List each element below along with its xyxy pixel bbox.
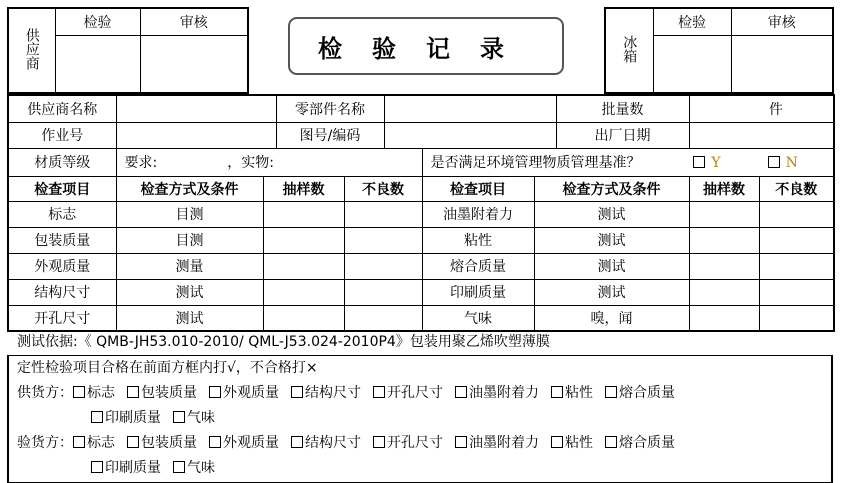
inspector-check-item[interactable] <box>455 435 539 451</box>
page-title: 检验记录 <box>288 17 564 75</box>
test-basis: 测试依据:《 QMB-JH53.010-2010/ QML-J53.024-2010P4》包装用聚乙烯吹塑薄膜 <box>17 334 550 350</box>
count-cell[interactable] <box>689 227 759 253</box>
count-cell[interactable] <box>759 201 834 227</box>
fridge-signoff-box <box>604 7 834 94</box>
supplier-check-item[interactable] <box>373 385 443 401</box>
table-cell: 印刷质量 <box>422 279 534 305</box>
count-cell[interactable] <box>344 253 422 279</box>
ship-date-field[interactable] <box>689 122 834 148</box>
part-name-label: 零部件名称 <box>276 95 384 122</box>
count-cell[interactable] <box>344 279 422 305</box>
check-item-label: 气味 <box>187 410 215 426</box>
check-item-label: 结构尺寸 <box>305 385 361 401</box>
checkbox[interactable] <box>73 386 85 398</box>
col-header: 不良数 <box>759 176 834 201</box>
checkbox[interactable] <box>605 436 617 448</box>
inspection-table <box>7 94 835 332</box>
checkbox[interactable] <box>373 386 385 398</box>
supplier-check-item[interactable] <box>605 385 675 401</box>
no-label: N <box>785 155 798 171</box>
batch-qty-label: 批量数 <box>556 95 689 122</box>
col-header: 检查项目 <box>8 176 116 201</box>
fridge-label: 冰箱 <box>605 8 653 93</box>
supplier-signoff-box <box>7 7 249 94</box>
env-compliance-cell <box>422 148 834 176</box>
checkbox[interactable] <box>91 461 103 473</box>
job-no-label: 作业号 <box>8 122 116 148</box>
supplier-check-line <box>9 381 831 406</box>
yes-label: Y <box>711 155 721 171</box>
table-cell: 测试 <box>534 227 689 253</box>
count-cell[interactable] <box>263 305 344 331</box>
part-name-field[interactable] <box>384 95 556 122</box>
supplier-name-field[interactable] <box>116 95 276 122</box>
checkbox[interactable] <box>209 386 221 398</box>
col-header: 抽样数 <box>263 176 344 201</box>
table-cell: 目测 <box>116 201 263 227</box>
fridge-review-label: 审核 <box>731 8 833 35</box>
count-cell[interactable] <box>759 253 834 279</box>
supplier-inspect-field[interactable] <box>55 35 140 93</box>
inspector-check-item[interactable] <box>605 435 675 451</box>
env-question: 是否满足环境管理物质管理基准？ <box>430 155 641 171</box>
table-cell: 包装质量 <box>8 227 116 253</box>
count-cell[interactable] <box>263 279 344 305</box>
fridge-review-field[interactable] <box>731 35 833 93</box>
supplier-review-label: 审核 <box>140 8 248 35</box>
inspector-check-item[interactable] <box>291 435 361 451</box>
checkbox[interactable] <box>291 436 303 448</box>
inspector-check-line <box>9 431 831 456</box>
col-header: 检查方式及条件 <box>534 176 689 201</box>
supplier-check-item[interactable] <box>551 385 593 401</box>
checkbox[interactable] <box>291 386 303 398</box>
checkbox[interactable] <box>73 436 85 448</box>
inspector-check-line-2 <box>9 456 831 481</box>
col-header: 抽样数 <box>689 176 759 201</box>
col-header: 检查项目 <box>422 176 534 201</box>
batch-qty-field[interactable] <box>689 95 834 122</box>
table-row <box>8 305 834 331</box>
table-cell: 测试 <box>534 201 689 227</box>
ship-date-label: 出厂日期 <box>556 122 689 148</box>
supplier-check-item[interactable] <box>91 410 161 426</box>
table-row <box>8 279 834 305</box>
checkbox[interactable] <box>173 411 185 423</box>
table-cell: 标志 <box>8 201 116 227</box>
check-item-label: 油墨附着力 <box>469 435 539 451</box>
table-row <box>8 201 834 227</box>
actual-label: ，实物: <box>227 155 274 171</box>
drawing-no-label: 图号/编码 <box>276 122 384 148</box>
check-item-label: 印刷质量 <box>105 460 161 476</box>
table-row <box>8 253 834 279</box>
check-item-label: 外观质量 <box>223 435 279 451</box>
inspector-check-item[interactable] <box>209 435 279 451</box>
supplier-review-field[interactable] <box>140 35 248 93</box>
count-cell[interactable] <box>759 305 834 331</box>
table-cell: 测试 <box>116 305 263 331</box>
check-item-label: 开孔尺寸 <box>387 385 443 401</box>
check-item-label: 熔合质量 <box>619 435 675 451</box>
check-item-label: 包装质量 <box>141 435 197 451</box>
checkbox[interactable] <box>91 411 103 423</box>
checkbox[interactable] <box>551 386 563 398</box>
inspector-check-item[interactable] <box>373 435 443 451</box>
inspector-check-item[interactable] <box>173 460 215 476</box>
table-cell: 测量 <box>116 253 263 279</box>
table-cell: 测试 <box>116 279 263 305</box>
inspector-check-item[interactable] <box>73 435 115 451</box>
requirement-label: 要求: <box>124 155 158 171</box>
count-cell[interactable] <box>689 201 759 227</box>
count-cell[interactable] <box>263 201 344 227</box>
table-cell: 开孔尺寸 <box>8 305 116 331</box>
count-cell[interactable] <box>344 227 422 253</box>
supplier-side-label: 供货方： <box>17 385 73 401</box>
table-cell: 熔合质量 <box>422 253 534 279</box>
supplier-name-label: 供应商名称 <box>8 95 116 122</box>
table-cell: 油墨附着力 <box>422 201 534 227</box>
inspector-check-item[interactable] <box>551 435 593 451</box>
checkbox[interactable] <box>551 436 563 448</box>
inspector-side-label: 验货方： <box>17 435 73 451</box>
checkbox[interactable] <box>173 461 185 473</box>
check-item-label: 结构尺寸 <box>305 435 361 451</box>
supplier-check-item[interactable] <box>455 385 539 401</box>
table-cell: 测试 <box>534 253 689 279</box>
check-item-label: 包装质量 <box>141 385 197 401</box>
notes-section <box>7 334 833 483</box>
checkbox[interactable] <box>605 386 617 398</box>
checkbox[interactable] <box>127 436 139 448</box>
table-cell: 外观质量 <box>8 253 116 279</box>
check-item-label: 气味 <box>187 460 215 476</box>
table-cell: 嗅，闻 <box>534 305 689 331</box>
checkbox[interactable] <box>127 386 139 398</box>
fridge-inspect-field[interactable] <box>653 35 731 93</box>
count-cell[interactable] <box>689 253 759 279</box>
checkbox[interactable] <box>455 436 467 448</box>
supplier-check-item[interactable] <box>209 385 279 401</box>
table-cell: 粘性 <box>422 227 534 253</box>
check-item-label: 熔合质量 <box>619 385 675 401</box>
supplier-label: 供应商 <box>8 8 55 93</box>
count-cell[interactable] <box>689 305 759 331</box>
supplier-check-item[interactable] <box>291 385 361 401</box>
check-item-label: 粘性 <box>565 385 593 401</box>
check-item-label: 油墨附着力 <box>469 385 539 401</box>
col-header: 检查方式及条件 <box>116 176 263 201</box>
count-cell[interactable] <box>759 279 834 305</box>
table-header-row <box>8 176 834 201</box>
count-cell[interactable] <box>344 201 422 227</box>
supplier-check-item[interactable] <box>127 385 197 401</box>
table-cell: 气味 <box>422 305 534 331</box>
check-item-label: 印刷质量 <box>105 410 161 426</box>
count-cell[interactable] <box>344 305 422 331</box>
inspector-check-item[interactable] <box>91 460 161 476</box>
checkbox[interactable] <box>373 436 385 448</box>
supplier-check-item[interactable] <box>173 410 215 426</box>
yes-checkbox[interactable] <box>693 156 705 168</box>
supplier-check-line-2 <box>9 406 831 431</box>
table-row <box>8 227 834 253</box>
supplier-check-item[interactable] <box>73 385 115 401</box>
fridge-inspect-label: 检验 <box>653 8 731 35</box>
table-cell: 结构尺寸 <box>8 279 116 305</box>
check-item-label: 粘性 <box>565 435 593 451</box>
material-grade-label: 材质等级 <box>8 148 116 176</box>
count-cell[interactable] <box>263 253 344 279</box>
supplier-inspect-label: 检验 <box>55 8 140 35</box>
job-no-field[interactable] <box>116 122 276 148</box>
count-cell[interactable] <box>759 227 834 253</box>
col-header: 不良数 <box>344 176 422 201</box>
table-cell: 目测 <box>116 227 263 253</box>
inspector-check-item[interactable] <box>127 435 197 451</box>
unit-label: 件 <box>769 101 784 118</box>
check-item-label: 开孔尺寸 <box>387 435 443 451</box>
drawing-no-field[interactable] <box>384 122 556 148</box>
check-item-label: 外观质量 <box>223 385 279 401</box>
checkbox[interactable] <box>209 436 221 448</box>
check-item-label: 标志 <box>87 435 115 451</box>
count-cell[interactable] <box>689 279 759 305</box>
instruction-text: 定性检验项目合格在前面方框内打√，不合格打× <box>17 360 318 376</box>
table-cell: 测试 <box>534 279 689 305</box>
no-checkbox[interactable] <box>768 156 780 168</box>
checkbox[interactable] <box>455 386 467 398</box>
check-item-label: 标志 <box>87 385 115 401</box>
count-cell[interactable] <box>263 227 344 253</box>
material-grade-field[interactable] <box>116 148 422 176</box>
